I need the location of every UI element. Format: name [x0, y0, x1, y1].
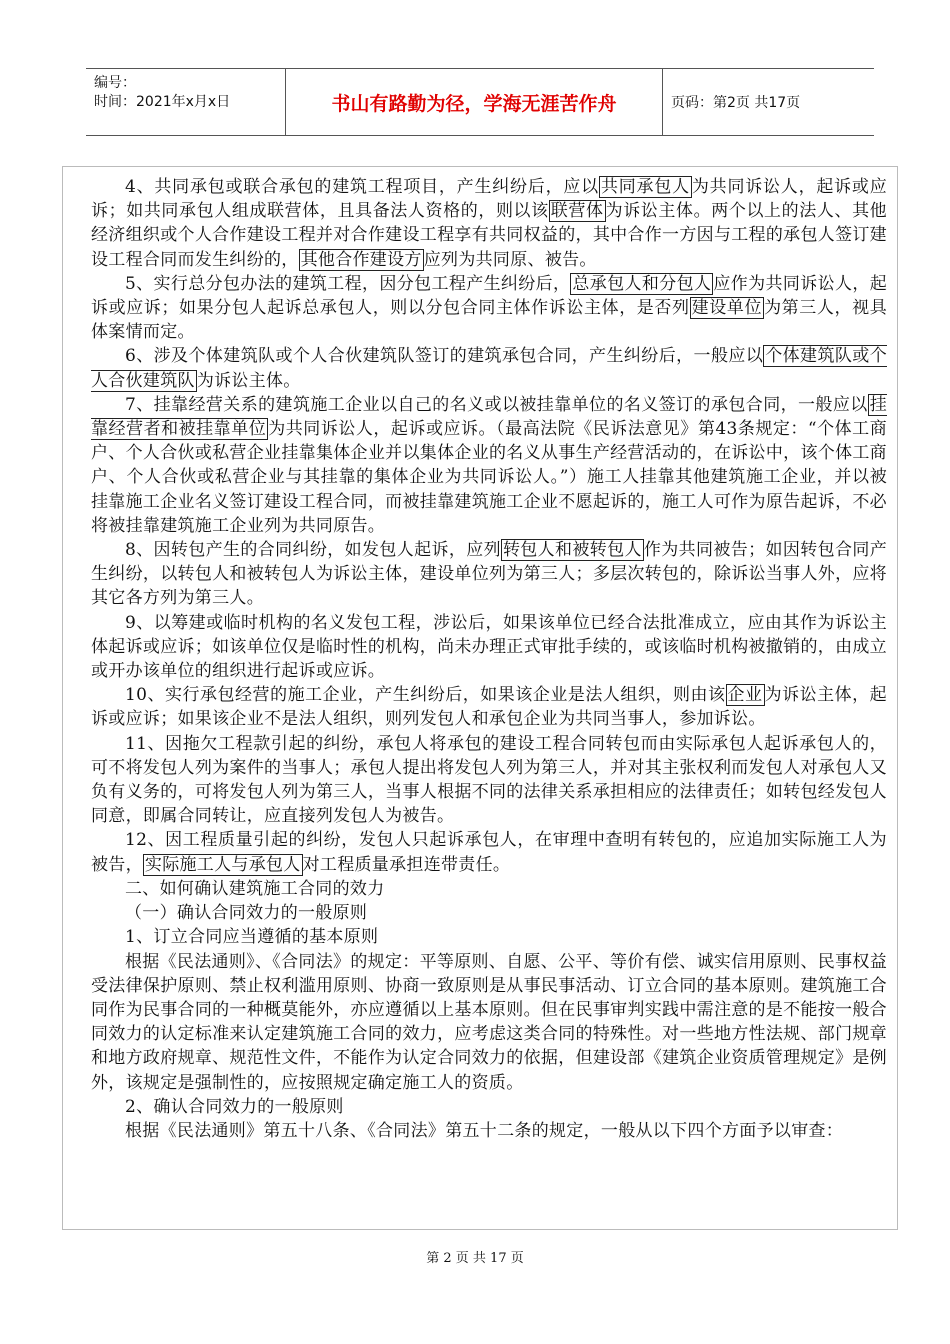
boxed-term: 总承包人和分包人: [572, 273, 712, 294]
text-run: 2、确认合同效力的一般原则: [125, 1096, 344, 1117]
paragraph: [91, 683, 887, 731]
text-run: 8、因转包产生的合同纠纷，如发包人起诉，应列: [125, 540, 501, 561]
boxed-term: 联营体: [550, 201, 604, 222]
paragraph: [91, 1119, 887, 1143]
header-meta: [86, 69, 286, 135]
text-run: 12、因工程质量引起的纠纷，发包人只起诉承包人，在审理中查明有转包的，应追加实际施工人为被告，: [91, 830, 887, 875]
text-run: 为诉讼主体。两个以上的法人、其他经济组织或个人合作建设工程并对合作建设工程享有共同权益的，其中合作一方因与工程的承包人签订建设工程合同而发生纠纷的，: [91, 201, 887, 270]
text-run: 4、共同承包或联合承包的建筑工程项目，产生纠纷后，应以: [125, 177, 599, 197]
boxed-term: 转包人和被转包人: [502, 540, 642, 561]
paragraph: [91, 1095, 887, 1119]
paragraph: [91, 828, 887, 876]
paragraph: [91, 877, 887, 901]
header-motto: 书山有路勤为径，学海无涯苦作舟: [286, 69, 663, 135]
text-run: 对工程质量承担连带责任。: [302, 854, 511, 875]
boxed-term: 实际施工人与承包人: [144, 854, 301, 875]
text-run: 作为共同被告；如因转包合同产生纠纷，以转包人和被转包人为诉讼主体，建设单位列为第三人；多层次转包的，除诉讼当事人外，应将其它各方列为第三人。: [91, 540, 887, 609]
boxed-term: 其他合作建设方: [300, 249, 422, 270]
paragraph: [91, 732, 887, 829]
text-run: 根据《民法通则》、《合同法》的规定：平等原则、自愿、公平、等价有偿、诚实信用原则、民事权益受法律保护原则、禁止权利滥用原则、协商一致原则是从事民事活动、订立合同的基本原则。建筑施工合同作为民事合同的一种概莫能外，亦应遵循以上基本原则。但在民事审判实践中需注意的是不能按一般合同效力的认定标准来认定建筑施工合同的效力，应考虑这类合同的特殊性。对一些地方性法规、部门规章和地方政府规章、规范性文件，不能作为认定合同效力的依据，但建设部《建筑企业资质管理规定》是例外，该规定是强制性的，应按照规定确定施工人的资质。: [91, 951, 887, 1093]
text-run: 为共同诉讼人，起诉或应诉。（最高法院《民诉法意见》第43条规定：“个体工商户、个人合伙或私营企业挂靠集体企业并以集体企业的名义从事生产经营活动的，在诉讼中，该个体工商户、个人合伙或私营企业与其挂靠的集体企业为共同诉讼人。”）施工人挂靠其他建筑施工企业，并以被挂靠施工企业名义签订建设工程合同，而被挂靠建筑施工企业不愿起诉的，施工人可作为原告起诉，不必将被挂靠建筑施工企业列为共同原告。: [91, 419, 888, 536]
text-run: 9、以筹建或临时机构的名义发包工程，涉讼后，如果该单位已经合法批准成立，应由其作为诉讼主体起诉或应诉；如该单位仅是临时性的机构，尚未办理正式审批手续的，或该临时机构被撤销的，由成立或开办该单位的组织进行起诉或应诉。: [91, 612, 887, 682]
paragraph: [91, 538, 887, 611]
boxed-term: 企业: [727, 685, 763, 706]
text-run: 应作为共同诉讼人，起诉或应诉；如果分包人起诉总承包人，则以分包合同主体作诉讼主体，是否列: [91, 273, 887, 319]
paragraph: [91, 272, 887, 345]
document-body: [62, 166, 898, 1230]
paragraph: [91, 901, 887, 925]
paragraph: [91, 393, 887, 538]
text-run: 11、因拖欠工程款引起的纠纷，承包人将承包的建设工程合同转包而由实际承包人起诉承包人的，可不将发包人列为案件的当事人；承包人提出将发包人列为第三人，并对其主张权利而发包人对承包人又负有义务的，可将发包人列为第三人，当事人根据不同的法律关系承担相应的法律责任；如转包经发包人同意，即属合同转让，应直接列发包人为被告。: [91, 733, 887, 827]
boxed-term: 个体建筑队或个人合伙建筑队: [91, 346, 887, 391]
text-run: 10、实行承包经营的施工企业，产生纠纷后，如果该企业是法人组织，则由该: [125, 685, 726, 706]
text-run: 5、实行总分包办法的建筑工程，因分包工程产生纠纷后，: [125, 273, 571, 294]
boxed-term: 挂靠经营者和被挂靠单位: [91, 394, 887, 440]
paragraph: [91, 611, 887, 684]
paragraph: [91, 175, 887, 272]
boxed-term: 建设单位: [691, 298, 763, 319]
text-run: 根据《民法通则》第五十八条、《合同法》第五十二条的规定，一般从以下四个方面予以审查：: [125, 1120, 844, 1141]
text-run: 为第三人，视具体案情而定。: [91, 298, 888, 343]
text-run: 为共同诉讼人，起诉或应诉；如共同承包人组成联营体，且具备法人资格的，则以该: [91, 177, 887, 222]
text-run: 6、涉及个体建筑队或个人合伙建筑队签订的建筑承包合同，产生纠纷后，一般应以: [125, 346, 764, 367]
paragraph: [91, 950, 887, 1095]
text-run: 7、挂靠经营关系的建筑施工企业以自己的名义或以被挂靠单位的名义签订的承包合同，一般应以: [125, 394, 868, 415]
page-header: [86, 68, 874, 136]
text-run: 为诉讼主体。: [196, 370, 301, 391]
time-label: 时间：2021年x月x日: [94, 94, 231, 110]
text-run: （一）确认合同效力的一般原则: [125, 903, 368, 924]
boxed-term: 共同承包人: [600, 177, 690, 197]
text-run: 为诉讼主体，起诉或应诉；如果该企业不是法人组织，则列发包人和承包企业为共同当事人，参加诉讼。: [91, 685, 887, 730]
page-footer: 第 2 页 共 17 页: [426, 1251, 524, 1266]
header-page-label: 页码：第2页 共17页: [671, 95, 801, 111]
number-label: 编号：: [94, 75, 136, 91]
text-run: 应列为共同原、被告。: [423, 249, 597, 270]
text-run: 1、订立合同应当遵循的基本原则: [125, 927, 379, 948]
paragraph: [91, 925, 887, 949]
text-run: 二、如何确认建筑施工合同的效力: [125, 878, 385, 899]
paragraph: [91, 344, 887, 392]
